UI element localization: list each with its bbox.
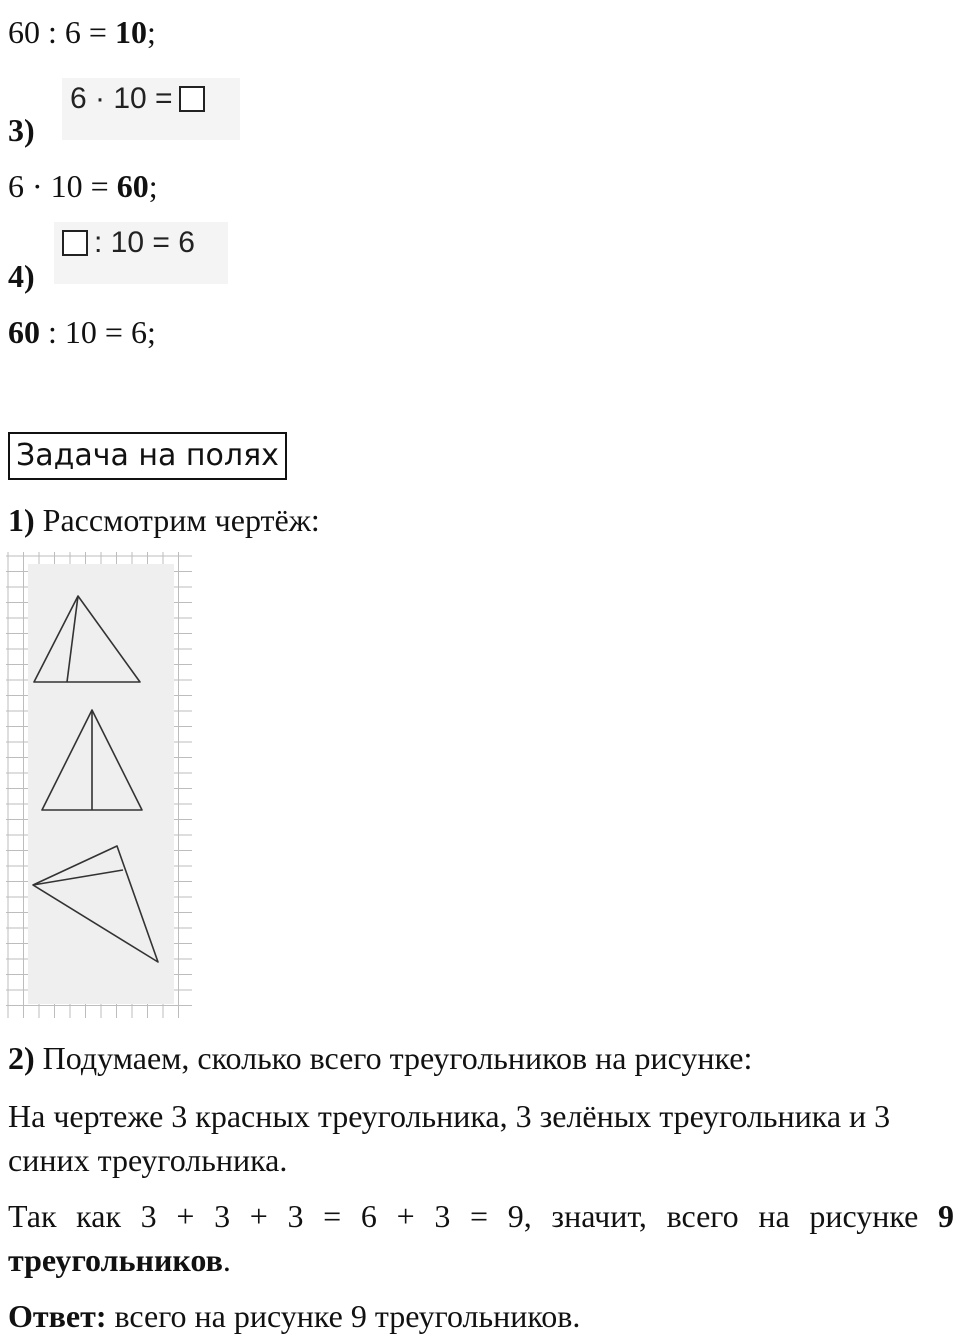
paragraph-result: 9 треугольников [8,1198,954,1278]
step-text: Рассмотрим чертёж: [34,502,320,538]
item-label-3: 3) [8,112,35,148]
paragraph-text: Так как 3 + 3 + 3 = 6 + 3 = 9, значит, всего на рисунке [8,1198,938,1234]
equation-text: 6 · 10 = [8,168,117,204]
equation-line-5 [8,314,156,350]
equation-answer: 60 [116,168,149,204]
equation-line-1 [8,14,156,50]
triangles-drawing [6,552,192,1018]
equation-text: 60 : 6 = [8,14,115,50]
equation-image-text: : 10 = 6 [94,226,195,259]
drawing-panel [28,564,174,1004]
step-text: Подумаем, сколько всего треугольников на рисунке: [34,1040,753,1076]
answer-line [8,1298,580,1334]
answer-text: всего на рисунке 9 треугольников. [106,1298,581,1334]
paragraph-colors: На чертеже 3 красных треугольника, 3 зелёных треугольника и 3 синих треугольника. [8,1098,891,1178]
empty-box-icon [62,230,88,256]
step-2 [8,1040,752,1076]
equation-image-4 [54,222,228,284]
equation-end: ; [148,168,158,204]
item-label-4: 4) [8,258,35,294]
paragraph-end: . [222,1242,231,1278]
step-number: 1) [8,502,35,538]
equation-image-3 [62,78,240,140]
equation-end: ; [146,14,156,50]
step-number: 2) [8,1040,35,1076]
equation-text: : 10 = 6; [40,314,156,350]
empty-box-icon [179,86,205,112]
answer-label: Ответ: [8,1298,107,1334]
equation-answer: 60 [8,314,40,350]
equation-answer: 10 [114,14,147,50]
equation-line-3 [8,168,158,204]
step-1 [8,502,320,538]
equation-image-text: 6 · 10 = [70,82,173,115]
paragraph-sum [8,1194,954,1282]
margin-task-title: Задача на полях [8,432,287,480]
